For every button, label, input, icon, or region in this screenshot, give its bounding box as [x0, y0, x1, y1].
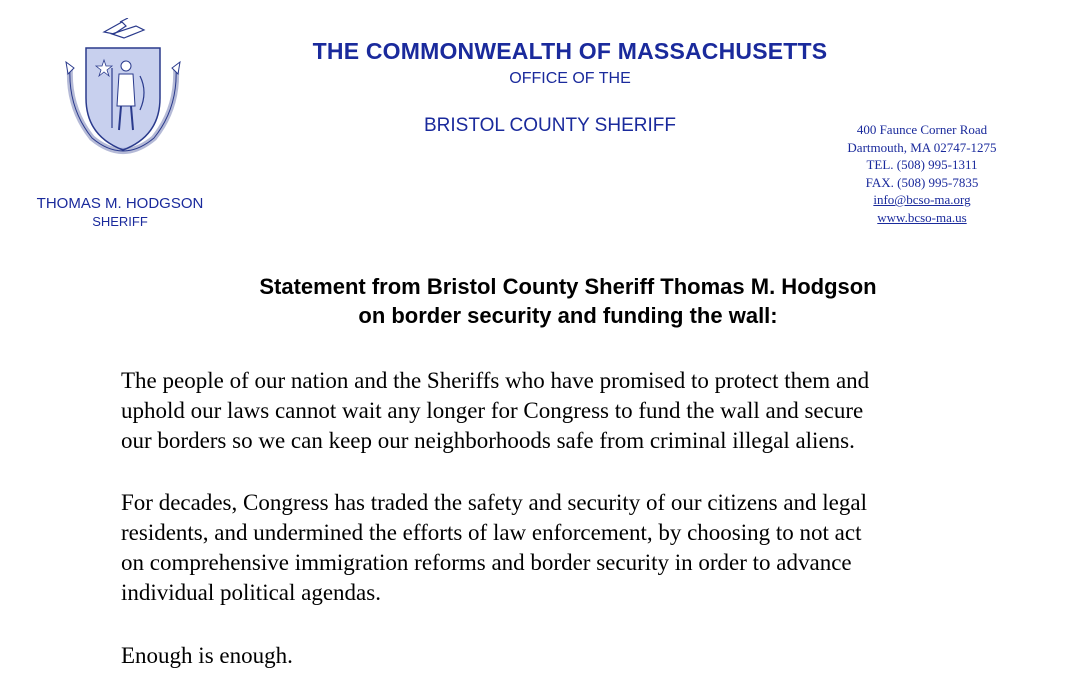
- letterhead-office: BRISTOL COUNTY SHERIFF: [424, 115, 676, 136]
- paragraph-line: on comprehensive immigration reforms and border security in order to advance: [121, 550, 852, 575]
- contact-block: [820, 121, 1024, 226]
- fax-number: FAX. (508) 995-7835: [865, 174, 979, 190]
- paragraph-2: [121, 488, 1021, 608]
- website-link[interactable]: www.bcso-ma.us: [877, 209, 967, 225]
- paragraph-line: For decades, Congress has traded the safety and security of our citizens and legal: [121, 490, 867, 515]
- paragraph-1: [121, 366, 1021, 456]
- letterhead-title: THE COMMONWEALTH OF MASSACHUSETTS: [312, 38, 828, 64]
- paragraph-3: Enough is enough.: [121, 643, 293, 668]
- paragraph-line: uphold our laws cannot wait any longer for Congress to fund the wall and secure: [121, 398, 864, 423]
- sheriff-name: THOMAS M. HODGSON: [36, 195, 204, 212]
- statement-heading: [120, 272, 1016, 330]
- email-link[interactable]: info@bcso-ma.org: [873, 192, 971, 207]
- sheriff-title: SHERIFF: [92, 214, 148, 229]
- paragraph-line: The people of our nation and the Sheriffs who have promised to protect them and: [121, 368, 870, 393]
- paragraph-line: individual political agendas.: [121, 580, 381, 605]
- phone-number: TEL. (508) 995-1311: [866, 157, 978, 172]
- statement-heading-line: on border security and funding the wall:: [358, 303, 778, 328]
- statement-heading-line: Statement from Bristol County Sheriff Thomas M. Hodgson: [259, 274, 877, 299]
- massachusetts-seal-icon: [64, 18, 182, 158]
- paragraph-line: residents, and undermined the efforts of law enforcement, by choosing to not act: [121, 520, 862, 545]
- address-city: Dartmouth, MA 02747-1275: [847, 139, 997, 155]
- letterhead-subtitle: OFFICE OF THE: [509, 70, 631, 87]
- address-street: 400 Faunce Corner Road: [856, 122, 988, 137]
- paragraph-line: our borders so we can keep our neighborhoods safe from criminal illegal aliens.: [121, 428, 855, 453]
